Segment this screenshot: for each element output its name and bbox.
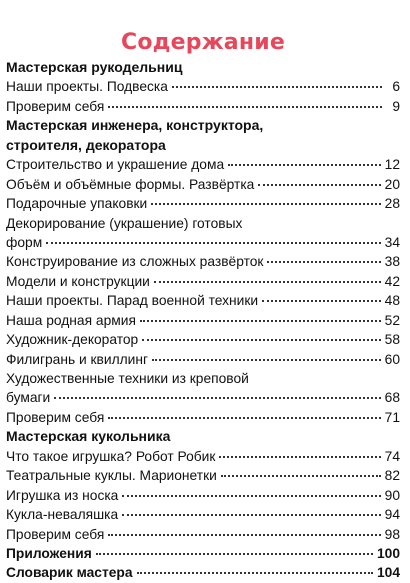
toc-entry-title: Проверим себя <box>6 526 105 542</box>
toc-entry-title: Кукла-неваляшка <box>6 507 119 523</box>
toc-page-number: 74 <box>384 448 400 464</box>
toc-entry-title: Конструирование из сложных развёрток <box>6 254 264 270</box>
dot-leader <box>140 320 381 322</box>
section-heading: Мастерская кукольника <box>6 428 171 445</box>
dot-leader <box>219 456 380 458</box>
toc-entry-title: Строительство и украшение дома <box>6 157 225 173</box>
toc-page-number: 48 <box>384 293 400 309</box>
toc-entry-title: Театральные куклы. Марионетки <box>6 468 217 484</box>
toc-entry-title: бумаги <box>6 390 51 406</box>
toc-entry-title: Филигрань и квиллинг <box>6 351 149 367</box>
toc-entry-title: форм <box>6 234 43 250</box>
dot-leader <box>142 339 380 341</box>
toc-page-number: 38 <box>384 254 400 270</box>
dot-leader <box>54 397 380 399</box>
toc-page-number: 90 <box>384 487 400 503</box>
toc-entry-title: Наши проекты. Парад военной техники <box>6 293 259 309</box>
toc-page <box>6 0 400 581</box>
toc-page-number: 94 <box>384 507 400 523</box>
toc-entry <box>6 544 400 563</box>
toc-entry <box>6 466 400 485</box>
toc-entry <box>6 505 400 524</box>
toc-entry-title: Наша родная армия <box>6 312 136 328</box>
dot-leader <box>46 242 380 244</box>
toc-entry-title: Объём и объёмные формы. Развёртка <box>6 176 255 192</box>
dot-leader <box>258 184 380 186</box>
dot-leader <box>262 300 381 302</box>
dot-leader <box>221 475 381 477</box>
dot-leader <box>152 359 381 361</box>
toc-page-number: 34 <box>384 234 400 250</box>
toc-page-number: 98 <box>384 526 400 542</box>
toc-page-number: 71 <box>384 409 400 425</box>
toc-entry-title: Проверим себя <box>6 409 105 425</box>
toc-entry <box>6 447 400 466</box>
dot-leader <box>108 417 380 419</box>
dot-leader <box>96 553 373 555</box>
dot-leader <box>122 495 380 497</box>
toc-page-number: 100 <box>376 545 400 561</box>
dot-leader <box>172 86 382 88</box>
toc-page-number: 68 <box>384 390 400 406</box>
toc-entry-title: Художник-декоратор <box>6 332 139 348</box>
toc-entry <box>6 388 400 407</box>
toc-page-number: 9 <box>392 98 400 114</box>
section-heading: строителя, декоратора <box>6 136 166 153</box>
toc-entry-line: Художественные техники из креповой <box>6 371 249 386</box>
toc-page-number: 60 <box>384 351 400 367</box>
toc-entry <box>6 408 400 427</box>
dot-leader <box>154 281 381 283</box>
toc-entry <box>6 350 400 369</box>
toc-entry <box>6 77 400 96</box>
toc-entry-title: Словарик мастера <box>6 565 133 581</box>
toc-entry-title: Модели и конструкции <box>6 273 150 289</box>
page-title: Содержание <box>121 30 285 55</box>
toc-page-number: 42 <box>384 273 400 289</box>
toc-page-number: 12 <box>384 157 400 173</box>
section-heading: Мастерская рукодельниц <box>6 59 183 75</box>
toc-entry <box>6 194 400 213</box>
toc-entry <box>6 291 400 310</box>
toc-entry-title: Подарочные упаковки <box>6 196 148 212</box>
dot-leader <box>122 514 380 516</box>
toc-page-number: 20 <box>384 176 400 192</box>
toc-entry <box>6 252 400 271</box>
toc-entry-title: Что такое игрушка? Робот Робик <box>6 448 216 464</box>
toc-entry <box>6 525 400 544</box>
toc-entry-title: Игрушка из носка <box>6 487 119 503</box>
toc-entry <box>6 486 400 505</box>
section-heading: Мастерская инженера, конструктора, <box>6 117 264 134</box>
toc-entry-title: Проверим себя <box>6 98 105 114</box>
toc-entry-title: Приложения <box>6 545 92 561</box>
toc-entry <box>6 272 400 291</box>
toc-entry <box>6 330 400 349</box>
toc-entry <box>6 311 400 330</box>
toc-page-number: 104 <box>376 565 400 581</box>
dot-leader <box>137 572 373 574</box>
toc-page-number: 28 <box>384 196 400 212</box>
toc-entry-title: Наши проекты. Подвеска <box>6 79 168 95</box>
toc-entry-line: Декорирование (украшение) готовых <box>6 215 243 231</box>
dot-leader <box>228 164 381 166</box>
toc-entry <box>6 233 400 252</box>
toc-page-number: 58 <box>384 332 400 348</box>
toc-entry <box>6 175 400 194</box>
dot-leader <box>151 203 380 205</box>
toc-entry <box>6 97 400 116</box>
dot-leader <box>267 261 380 263</box>
table-of-contents <box>6 58 400 583</box>
toc-entry <box>6 155 400 174</box>
toc-entry <box>6 563 400 582</box>
toc-page-number: 82 <box>384 468 400 484</box>
dot-leader <box>108 106 382 108</box>
dot-leader <box>108 534 380 536</box>
toc-page-number: 52 <box>384 312 400 328</box>
toc-page-number: 6 <box>392 79 400 95</box>
